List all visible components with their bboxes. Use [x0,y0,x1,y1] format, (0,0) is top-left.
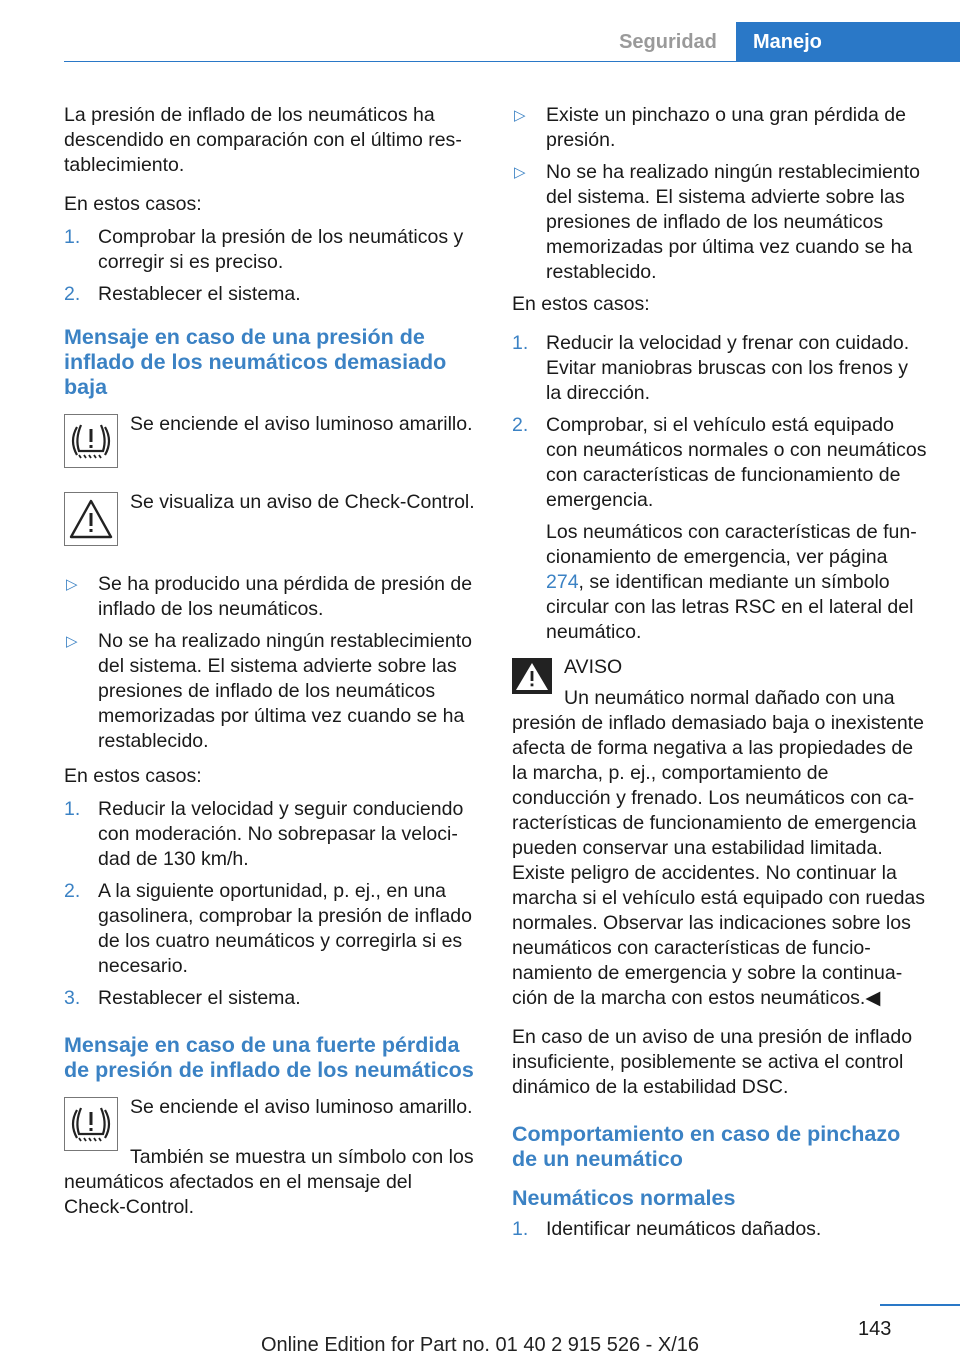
icon-description: Se visualiza un aviso de Check-Control. [130,491,475,513]
warning-triangle-icon [64,492,118,546]
section-heading: Comportamiento en caso de pinchazo de un neumático [512,1122,901,1171]
right-column [512,103,928,1252]
list-item: 1. Reducir la velocidad y frenar con cuidado. Evitar maniobras bruscas con los frenos y la dirección. [512,332,910,404]
numbered-list [512,1217,928,1242]
list-number: 2. [64,880,81,902]
page-link[interactable]: 274 [546,571,579,593]
list-number: 1. [64,798,81,820]
list-item: ▷ Se ha producido una pérdida de presión de inflado de los neumáticos. [66,573,473,620]
bullet-triangle-icon: ▷ [514,164,526,181]
list-item: 1. Comprobar la presión de los neumáticos y corregir si es preciso. [64,226,464,273]
icon-description: Se enciende el aviso luminoso amarillo. [130,1096,473,1118]
list-item: 3. Restablecer el sistema. [64,987,301,1009]
paragraph: En caso de un aviso de una presión de inflado insuficiente, posiblemente se activa el control dinámico de la estabilidad DSC. [512,1026,913,1098]
bullet-triangle-icon: ▷ [514,107,526,124]
footer-rule [880,1304,960,1306]
list-item: 2. Restablecer el sistema. [64,283,301,305]
numbered-list [512,331,928,645]
paragraph: También se muestra un símbolo con los neumáticos afectados en el mensaje del Check-Control. [64,1146,474,1218]
section-heading: Mensaje en caso de una fuerte pérdida de presión de inflado de los neumáticos [64,1033,474,1082]
check-control-row [64,490,479,546]
paragraph: En estos casos: [512,293,650,315]
paragraph: La presión de inflado de los neumáticos ha descendido en comparación con el último restablecimiento. [64,104,462,176]
bullet-list [64,572,479,754]
paragraph: En estos casos: [64,193,202,215]
tire-pressure-warning-icon [64,414,118,468]
left-column [64,103,479,1234]
numbered-list [64,797,479,1011]
warning-light-row [64,412,479,468]
bullet-triangle-icon: ▷ [66,576,78,593]
paragraph: En estos casos: [64,765,202,787]
list-number: 3. [64,987,81,1009]
section-heading: Mensaje en caso de una presión de inflado de los neumáticos demasiado baja [64,325,447,399]
list-item: ▷ Existe un pinchazo o una gran pérdida de presión. [514,104,906,151]
list-number: 1. [64,226,81,248]
list-number: 2. [64,283,81,305]
header-rule [64,61,960,62]
tab-manejo[interactable]: Manejo [736,22,960,62]
list-item: 1. Identificar neumáticos dañados. [512,1218,822,1240]
list-number: 2. [512,414,529,436]
tab-seguridad[interactable]: Seguridad [619,30,717,53]
list-subparagraph: Los neumáticos con características de funcionamiento de emergencia, ver página 274, se identifican mediante un símbolo circular con las letras RSC en el lateral del neumático. [546,521,917,643]
bullet-triangle-icon: ▷ [66,633,78,650]
warning-text: Un neumático normal dañado con una presión de inflado demasiado baja o inexistente afecta de forma negativa a las propiedades de la marcha, p. ej., comportamiento de conducción y frenado. Los neumáticos con características de funcionamiento de emergencia pueden conservar una estabilidad limitada. Existe peligro de accidentes. No continuar la marcha si el vehículo está equipado con ruedas normales. Observar las indicaciones sobre los neumáticos con características de funcionamiento de emergencia y sobre la continuación de la marcha con estos neumáticos.◀ [512,687,926,1009]
list-item: 2. Comprobar, si el vehículo está equipado con neumáticos normales o con neumáticos con características de funcionamiento de emergencia. Los neumáticos con características de funcionamiento de emergencia, ver página 274, se identifican mediante un símbolo circular con las letras RSC en el lateral del neumático. [512,414,927,643]
list-number: 1. [512,1218,529,1240]
icon-description: Se enciende el aviso luminoso amarillo. [130,413,473,435]
edition-footer: Online Edition for Part no. 01 40 2 915 526 - X/16 [260,1334,700,1356]
bullet-list [512,103,928,285]
tire-pressure-warning-icon [64,1097,118,1151]
list-item: 2. A la siguiente oportunidad, p. ej., en una gasolinera, comprobar la presión de inflado de los cuatro neumáticos y corregirla si es necesario. [64,880,472,977]
list-item: 1. Reducir la velocidad y seguir conduciendo con moderación. No sobrepasar la velocidad de 130 km/h. [64,798,464,870]
warning-title: AVISO [564,656,623,678]
list-number: 1. [512,332,529,354]
warning-notice [512,655,928,1011]
subsection-heading: Neumáticos normales [512,1186,736,1210]
warning-light-row [64,1095,479,1151]
numbered-list [64,225,479,307]
page-number: 143 [858,1318,892,1340]
list-item: ▷ No se ha realizado ningún restablecimiento del sistema. El sistema advierte sobre las presiones de inflado de los neumáticos memorizadas por última vez cuando se ha restablecido. [514,161,920,283]
warning-triangle-icon [512,658,552,694]
list-item: ▷ No se ha realizado ningún restablecimiento del sistema. El sistema advierte sobre las presiones de inflado de los neumáticos memorizadas por última vez cuando se ha restablecido. [66,630,472,752]
